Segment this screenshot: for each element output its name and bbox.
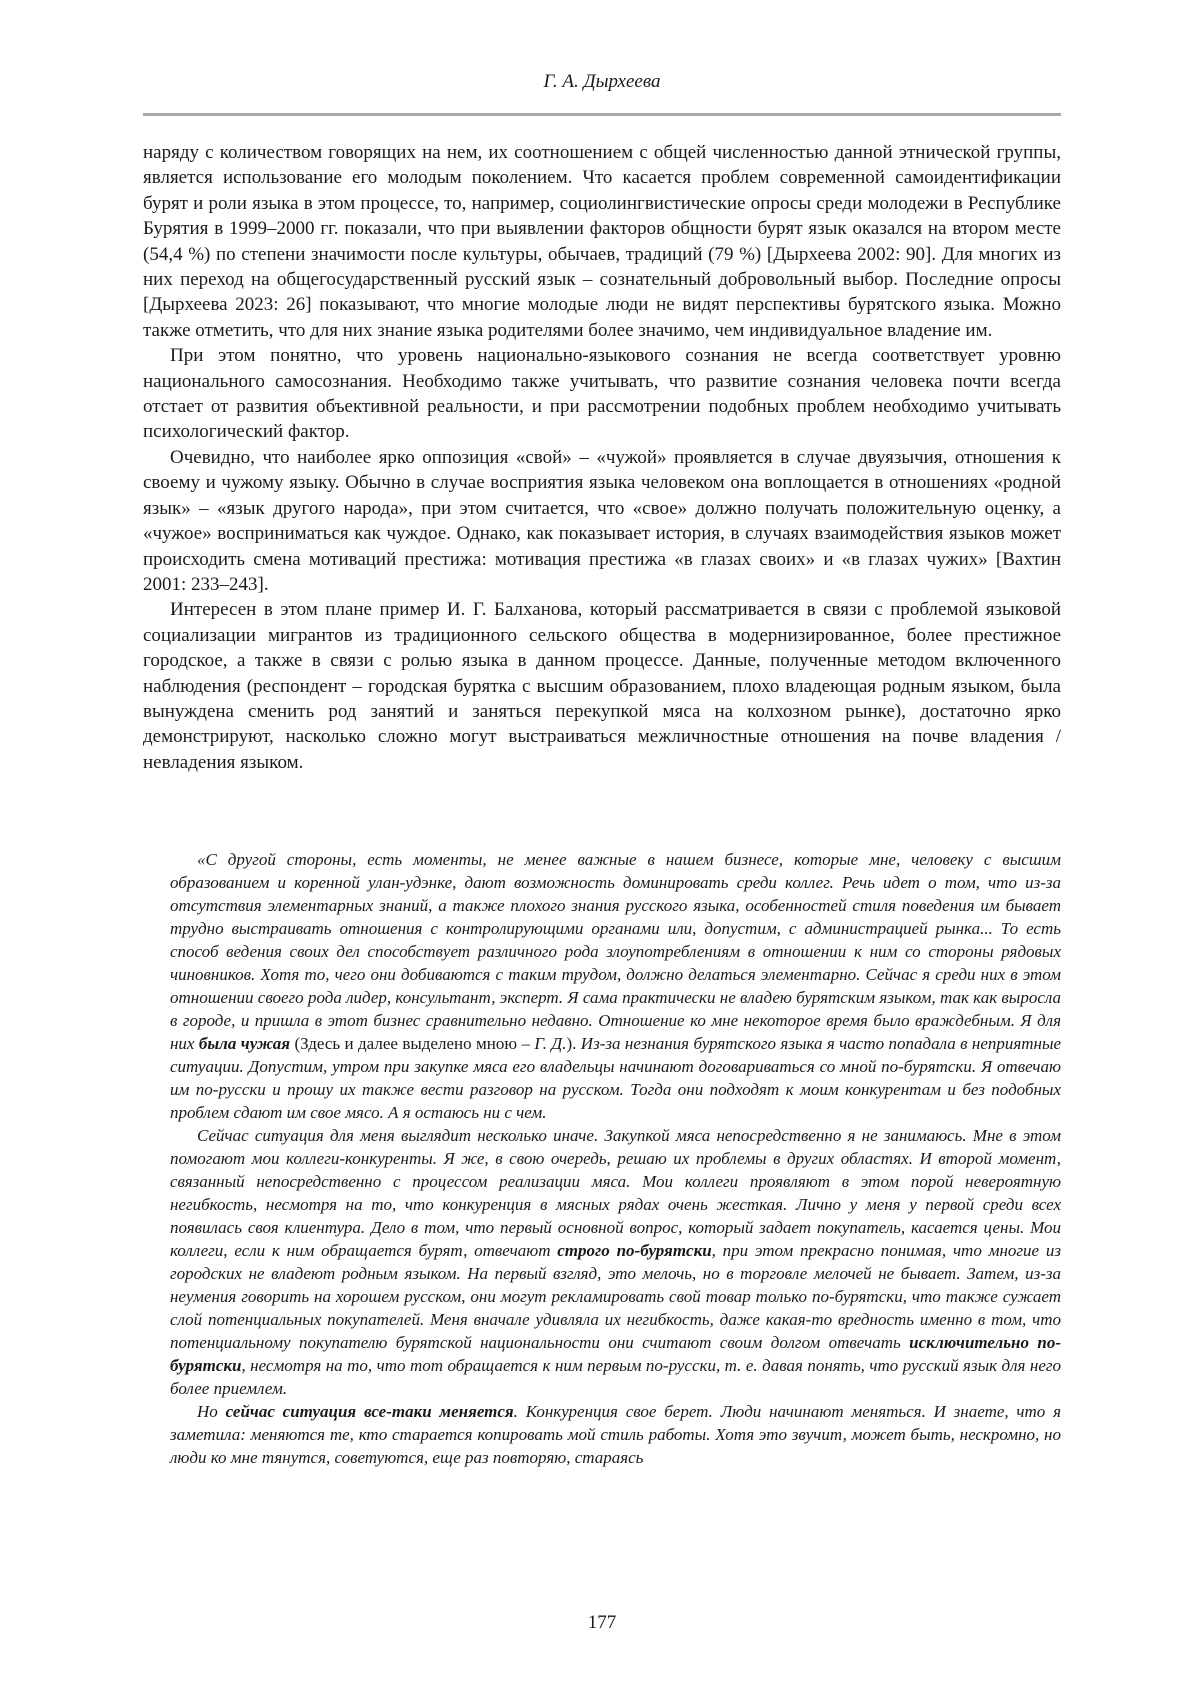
author-note-end: ).: [566, 1034, 577, 1053]
quote-paragraph-2: [170, 1124, 1061, 1400]
block-quote: [170, 848, 1061, 1469]
quote-text: Сейчас ситуация для меня выглядит несколько иначе. Закупкой мяса непосредственно я не занимаюсь. Мне в этом помогают мои коллеги-конкуренты. Я же, в свою очередь, решаю их проблемы в других областях. И второй момент, связанный непосредственно с процессом реализации мяса. Мои коллеги проявляют в этом порой невероятную негибкость, несмотря на то, что конкуренция в мясных рядах очень жесткая. Лично у меня у первой среди всех появилась своя клиентура. Дело в том, что первый основной вопрос, который задает покупатель, касается цены. Мои коллеги, если к ним обращается бурят, отвечают: [170, 1126, 1061, 1260]
quote-text: Но: [197, 1402, 218, 1421]
quote-text: «С другой стороны, есть моменты, не менее важные в нашем бизнесе, которые мне, человеку с высшим образованием и коренной улан-удэнке, дают возможность доминировать среди коллег. Речь идет о том, что из-за отсутствия элементарных знаний, а также плохого знания русского языка, особенностей стиля поведения им бывает трудно выстраивать отношения с контролирующими органами или, допустим, с администрацией рынка... То есть способ ведения своих дел способствует различного рода злоупотреблениям в отношении к ним со стороны рядовых чиновников. Хотя то, чего они добиваются с таким трудом, должно делаться элементарно. Сейчас я среди них в этом отношении своего рода лидер, консультант, эксперт. Я сама практически не владею бурятским языком, так как выросла в городе, и пришла в этот бизнес сравнительно недавно. Отношение ко мне некоторое время было враждебным. Я для них: [170, 850, 1061, 1053]
header-divider: [143, 113, 1061, 116]
quote-text: Из-за незнания бурятского языка я часто попадала в неприятные ситуации. Допустим, утром при закупке мяса его владельцы начинают договариваться со мной по-бурятски. Я отвечаю им по-русски и прошу их также вести разговор на русском. Тогда они подходят к моим конкурентам и без подобных проблем сдают им свое мясо. А я остаюсь ни с чем.: [170, 1034, 1062, 1122]
quote-text: , при этом прекрасно понимая, что многие из городских не владеют родным языком. На первый взгляд, это мелочь, но в торговле мелочей не бывает. Затем, из-за неумения говорить на хорошем русском, они могут рекламировать свой товар только по-бурятски, что также сужает слой потенциальных покупателей. Меня вначале удивляла их негибкость, даже какая-то вредность именно в том, что потенциальному покупателю бурятской национальности они считают своим долгом отвечать: [170, 1241, 1061, 1352]
quote-paragraph-3: [170, 1400, 1061, 1469]
quote-text: , несмотря на то, что тот обращается к ним первым по-русски, т. е. давая понять, что русский язык для него более приемлем.: [170, 1356, 1061, 1398]
main-text: [143, 140, 1061, 775]
quote-text: . Конкуренция свое берет. Люди начинают меняться. И знаете, что я заметила: меняются те, кто старается копировать мой стиль работы. Хотя это звучит, может быть, нескромно, но люди ко мне тянутся, советуются, еще раз повторяю, стараясь: [170, 1402, 1061, 1467]
emphasis-text: строго по-бурятски: [557, 1241, 712, 1260]
author-note-initials: Г. Д.: [534, 1034, 567, 1053]
emphasis-text: сейчас ситуация все-таки меняется: [225, 1402, 514, 1421]
paragraph-2: При этом понятно, что уровень национально-языкового сознания не всегда соответствует уровню национального самосознания. Необходимо также учитывать, что развитие сознания человека почти всегда отстает от развития объективной реальности, и при рассмотрении подобных проблем необходимо учитывать психологический фактор.: [143, 345, 1061, 443]
emphasis-text: была чужая: [198, 1034, 291, 1053]
running-header-author: Г. А. Дырхеева: [543, 71, 661, 92]
emphasis-text: исключительно по-бурятски: [170, 1333, 1061, 1375]
author-note: (Здесь и далее выделено мною –: [294, 1034, 530, 1053]
paragraph-1: наряду с количеством говорящих на нем, их соотношением с общей численностью данной этнической группы, является использование его молодым поколением. Что касается проблем современной самоидентификации бурят и роли языка в этом процессе, то, например, социолингвистические опросы среди молодежи в Республике Бурятия в 1999–2000 гг. показали, что при выявлении факторов общности бурят язык оказался на втором месте (54,4 %) по степени значимости после культуры, обычаев, традиций (79 %) [Дырхеева 2002: 90]. Для многих из них переход на общегосударственный русский язык – сознательный добровольный выбор. Последние опросы [Дырхеева 2023: 26] показывают, что многие молодые люди не видят перспективы бурятского языка. Можно также отметить, что для них знание языка родителями более значимо, чем индивидуальное владение им.: [143, 142, 1061, 341]
paragraph-3: Очевидно, что наиболее ярко оппозиция «свой» – «чужой» проявляется в случае двуязычия, отношения к своему и чужому языку. Обычно в случае восприятия языка человеком она воплощается в отношениях «родной язык» – «язык другого народа», при этом считается, что «свое» должно получать положительную оценку, а «чужое» восприниматься как чуждое. Однако, как показывает история, в случаях взаимодействия языков может происходить смена мотиваций престижа: мотивация престижа «в глазах своих» и «в глазах чужих» [Вахтин 2001: 233–243].: [143, 446, 1061, 595]
quote-paragraph-1: [170, 848, 1061, 1124]
paragraph-4: Интересен в этом плане пример И. Г. Балханова, который рассматривается в связи с проблемой языковой социализации мигрантов из традиционного сельского общества в модернизированное, более престижное городское, а также в связи с ролью языка в данном процессе. Данные, полученные методом включенного наблюдения (респондент – городская бурятка с высшим образованием, плохо владеющая родным языком, была вынуждена сменить род занятий и заняться перекупкой мяса на колхозном рынке), достаточно ярко демонстрируют, насколько сложно могут выстраиваться межличностные отношения на почве владения / невладения языком.: [143, 599, 1061, 773]
page-number: 177: [587, 1612, 617, 1633]
